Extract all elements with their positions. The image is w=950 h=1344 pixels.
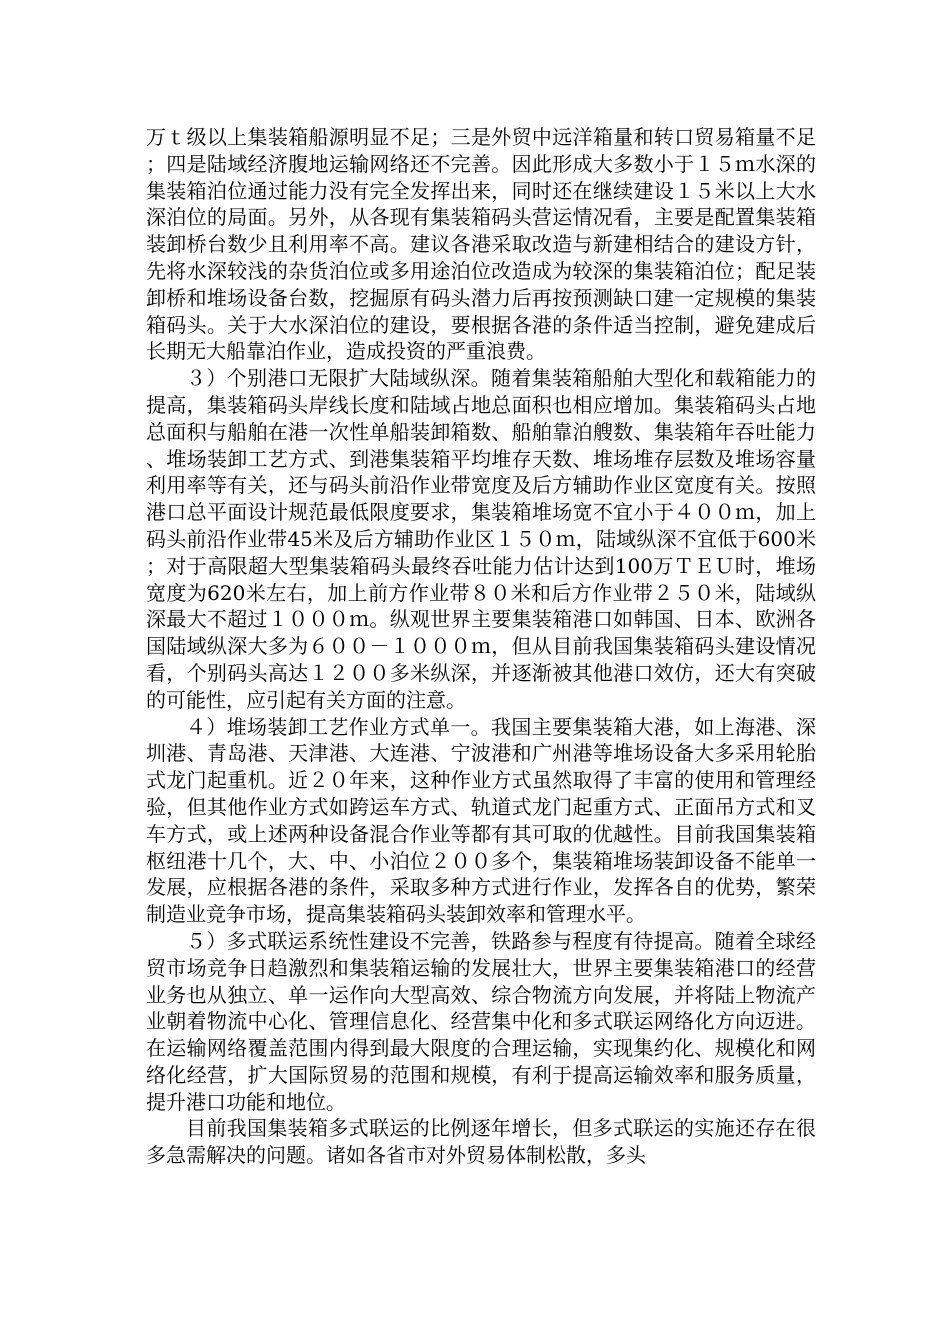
paragraph-point-3: ３）个别港口无限扩大陆域纵深。随着集装箱船舶大型化和载箱能力的提高，集装箱码头岸线长度和陆域占地总面积也相应增加。集装箱码头占地总面积与船舶在港一次性单船装卸箱数、船舶靠泊艘数、集装箱年吞吐能力、堆场装卸工艺方式、到港集装箱平均堆存天数、堆场堆存层数及堆场容量利用率等有关，还与码头前沿作业带宽度及后方辅助作业区宽度有关。按照港口总平面设计规范最低限度要求，集装箱堆场宽不宜小于４００ｍ，加上码头前沿作业带45米及后方辅助作业区１５０ｍ，陆域纵深不宜低于600米；对于高限超大型集装箱码头最终吞吐能力估计达到100万ＴＥＵ时，堆场宽度为620米左右，加上前方作业带８０米和后方作业带２５０米，陆域纵深最大不超过１０００ｍ。纵观世界主要集装箱港口如韩国、日本、欧洲各国陆域纵深大多为６００－１０００ｍ，但从目前我国集装箱码头建设情况看，个别码头高达１２００多米纵深，并逐渐被其他港口效仿，还大有突破的可能性，应引起有关方面的注意。 (146, 366, 816, 712)
paragraph-continuation: 万ｔ级以上集装箱船源明显不足；三是外贸中远洋箱量和转口贸易箱量不足；四是陆域经济腹地运输网络还不完善。因此形成大多数小于１５ｍ水深的集装箱泊位通过能力没有完全发挥出来，同时还在继续建设１５米以上大水深泊位的局面。另外，从各现有集装箱码头营运情况看，主要是配置集装箱装卸桥台数少且利用率不高。建议各港采取改造与新建相结合的建设方针，先将水深较浅的杂货泊位或多用途泊位改造成为较深的集装箱泊位；配足装卸桥和堆场设备台数，挖掘原有码头潜力后再按预测缺口建一定规模的集装箱码头。关于大水深泊位的建设，要根据各港的条件适当控制，避免建成后长期无大船靠泊作业，造成投资的严重浪费。 (146, 125, 816, 364)
paragraph-multimodal: 目前我国集装箱多式联运的比例逐年增长，但多式联运的实施还存在很多急需解决的问题。诸如各省市对外贸易体制松散，多头 (146, 1116, 816, 1168)
paragraph-point-5: ５）多式联运系统性建设不完善，铁路参与程度有待提高。随着全球经贸市场竞争日趋激烈和集装箱运输的发展壮大，世界主要集装箱港口的经营业务也从独立、单一运作向大型高效、综合物流方向发展，并将陆上物流产业朝着物流中心化、管理信息化、经营集中化和多式联运网络化方向迈进。在运输网络覆盖范围内得到最大限度的合理运输，实现集约化、规模化和网络化经营，扩大国际贸易的范围和规模，有利于提高运输效率和服务质量，提升港口功能和地位。 (146, 928, 816, 1114)
body-text (146, 124, 816, 1169)
paragraph-point-4: ４）堆场装卸工艺作业方式单一。我国主要集装箱大港，如上海港、深圳港、青岛港、天津港、大连港、宁波港和广州港等堆场设备大多采用轮胎式龙门起重机。近２０年来，这种作业方式虽然取得了丰富的使用和管理经验，但其他作业方式如跨运车方式、轨道式龙门起重方式、正面吊方式和叉车方式，或上述两种设备混合作业等都有其可取的优越性。目前我国集装箱枢纽港十几个，大、中、小泊位２００多个，集装箱堆场装卸设备不能单一发展，应根据各港的条件，采取多种方式进行作业，发挥各自的优势，繁荣制造业竞争市场，提高集装箱码头装卸效率和管理水平。 (146, 714, 816, 927)
